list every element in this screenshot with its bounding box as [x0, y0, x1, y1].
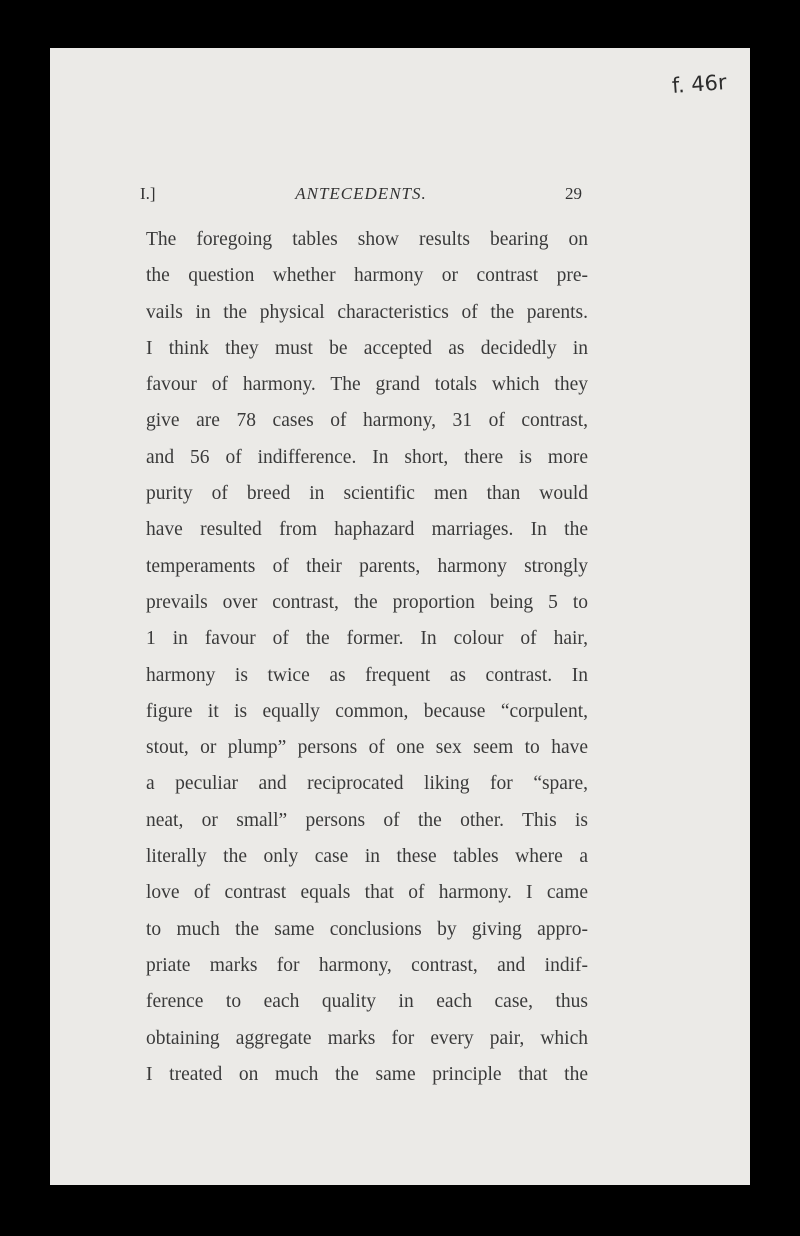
text-line: have resulted from haphazard marriages. In the [146, 519, 588, 541]
text-line: ference to each quality in each case, thus [146, 991, 588, 1013]
text-line: the question whether harmony or contrast pre- [146, 265, 588, 287]
text-line: purity of breed in scientific men than would [146, 483, 588, 505]
folio-annotation: f. 46r [671, 70, 728, 98]
text-line: love of contrast equals that of harmony. I came [146, 882, 588, 904]
page-number: 29 [565, 184, 582, 203]
text-line: to much the same conclusions by giving appro- [146, 918, 588, 940]
text-line: temperaments of their parents, harmony strongly [146, 555, 588, 577]
text-line: literally the only case in these tables where a [146, 846, 588, 868]
text-line: give are 78 cases of harmony, 31 of contrast, [146, 410, 588, 432]
text-line: prevails over contrast, the proportion being 5 to [146, 591, 588, 613]
text-line: stout, or plump” persons of one sex seem to have [146, 737, 588, 759]
text-line: harmony is twice as frequent as contrast. In [146, 664, 588, 686]
text-line: obtaining aggregate marks for every pair, which [146, 1027, 588, 1049]
text-line: 1 in favour of the former. In colour of hair, [146, 628, 588, 650]
text-line: The foregoing tables show results bearing on [146, 229, 588, 250]
text-line: priate marks for harmony, contrast, and indif- [146, 954, 588, 976]
text-line: a peculiar and reciprocated liking for “spare, [146, 773, 588, 795]
running-title: ANTECEDENTS. [295, 184, 427, 203]
running-head [140, 184, 582, 208]
text-line: neat, or small” persons of the other. This is [146, 809, 588, 831]
text-line: figure it is equally common, because “corpulent, [146, 700, 588, 722]
text-line: and 56 of indifference. In short, there is more [146, 446, 588, 468]
chapter-number: I.] [140, 184, 156, 203]
body-paragraph [146, 222, 588, 1093]
text-line: vails in the physical characteristics of the parents. [146, 301, 588, 323]
text-line: I think they must be accepted as decidedly in [146, 337, 588, 359]
text-line: favour of harmony. The grand totals which they [146, 374, 588, 396]
text-line: I treated on much the same principle that the [146, 1063, 588, 1085]
